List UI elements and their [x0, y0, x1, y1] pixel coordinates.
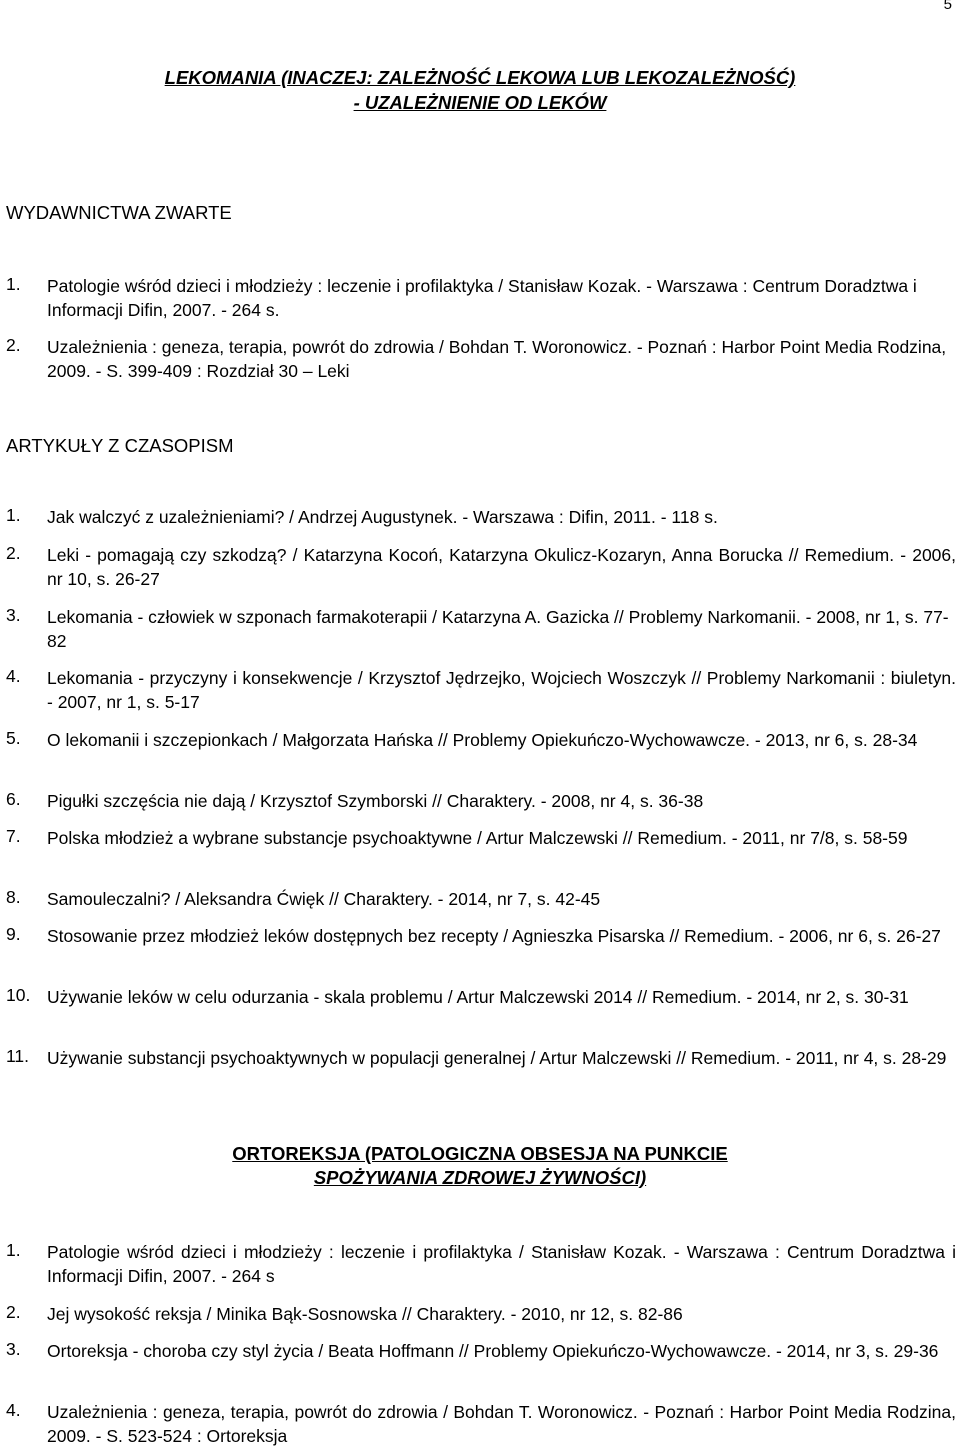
item-text: Jak walczyć z uzależnieniami? / Andrzej Augustynek. - Warszawa : Difin, 2011. - 118 s. — [47, 507, 718, 527]
item-text: Ortoreksja - choroba czy styl życia / Beata Hoffmann // Problemy Opiekuńczo-Wychowawcze. - 2014, nr 3, s. 29-36 — [47, 1341, 939, 1361]
item-text: Polska młodzież a wybrane substancje psychoaktywne / Artur Malczewski // Remedium. - 2011, nr 7/8, s. 58-59 — [47, 828, 908, 848]
document-title — [0, 65, 960, 115]
title-line-2: - UZALEŻNIENIE OD LEKÓW — [353, 92, 607, 113]
article-item — [6, 924, 956, 948]
item-number: 1. — [6, 505, 21, 525]
item-text: Używanie substancji psychoaktywnych w populacji generalnej / Artur Malczewski // Remedium. - 2011, nr 4, s. 28-29 — [47, 1048, 947, 1068]
item-number: 5. — [6, 728, 21, 748]
article-item — [6, 985, 956, 1009]
item-text: Stosowanie przez młodzież leków dostępnych bez recepty / Agnieszka Pisarska // Remedium. - 2006, nr 6, s. 26-27 — [47, 926, 941, 946]
article-item — [6, 505, 956, 529]
item-text: O lekomanii i szczepionkach / Małgorzata Hańska // Problemy Opiekuńczo-Wychowawcze. - 2013, nr 6, s. 28-34 — [47, 730, 918, 750]
article-item — [6, 887, 956, 911]
section-heading-articles: ARTYKUŁY Z CZASOPISM — [6, 435, 234, 456]
item-text: Uzależnienia : geneza, terapia, powrót do zdrowia / Bohdan T. Woronowicz. - Poznań : Harbor Point Media Rodzina, 2009. - S. 399-409 : Rozdział 30 – Leki — [47, 337, 947, 381]
item-text: Patologie wśród dzieci i młodzieży : leczenie i profilaktyka / Stanisław Kozak. - Warszawa : Centrum Doradztwa i Informacji Difin, 2007. - 264 s. — [47, 276, 917, 320]
article-item — [6, 1046, 956, 1070]
ortho-item — [6, 1400, 956, 1448]
item-number: 2. — [6, 335, 21, 355]
item-number: 4. — [6, 1400, 21, 1420]
article-item — [6, 826, 956, 850]
item-number: 2. — [6, 1302, 21, 1322]
item-number: 1. — [6, 274, 21, 294]
item-text: Patologie wśród dzieci i młodzieży : leczenie i profilaktyka / Stanisław Kozak. - Warszawa : Centrum Doradztwa i Informacji Difin, 2007. - 264 s — [47, 1242, 956, 1286]
item-number: 4. — [6, 666, 21, 686]
article-item — [6, 666, 956, 714]
title-line-1: LEKOMANIA (INACZEJ: ZALEŻNOŚĆ LEKOWA LUB LEKOZALEŻNOŚĆ) — [164, 67, 796, 88]
ortho-item — [6, 1302, 956, 1326]
item-number: 2. — [6, 543, 21, 563]
section-title-ortoreksja — [0, 1142, 960, 1190]
article-item — [6, 789, 956, 813]
section-heading-books: WYDAWNICTWA ZWARTE — [6, 202, 232, 223]
item-text: Uzależnienia : geneza, terapia, powrót do zdrowia / Bohdan T. Woronowicz. - Poznań : Harbor Point Media Rodzina, 2009. - S. 523-524 : Ortoreksja — [47, 1402, 956, 1446]
item-number: 9. — [6, 924, 21, 944]
item-number: 1. — [6, 1240, 21, 1260]
item-text: Lekomania - człowiek w szponach farmakoterapii / Katarzyna A. Gazicka // Problemy Narkomanii. - 2008, nr 1, s. 77-82 — [47, 607, 949, 651]
article-item — [6, 543, 956, 591]
item-text: Leki - pomagają czy szkodzą? / Katarzyna Kocoń, Katarzyna Okulicz-Kozaryn, Anna Borucka // Remedium. - 2006, nr 10, s. 26-27 — [47, 545, 956, 589]
page-number: 5 — [943, 0, 952, 13]
ortho-item — [6, 1240, 956, 1288]
item-number: 11. — [6, 1046, 30, 1066]
book-item — [6, 274, 956, 322]
item-number: 8. — [6, 887, 21, 907]
item-text: Jej wysokość reksja / Minika Bąk-Sosnowska // Charaktery. - 2010, nr 12, s. 82-86 — [47, 1304, 683, 1324]
item-number: 3. — [6, 1339, 21, 1359]
item-number: 6. — [6, 789, 21, 809]
item-number: 3. — [6, 605, 21, 625]
ortho-title-line-2: SPOŻYWANIA ZDROWEJ ŻYWNOŚCI) — [313, 1167, 647, 1188]
article-item — [6, 728, 956, 752]
ortho-title-line-1: ORTOREKSJA (PATOLOGICZNA OBSESJA NA PUNKCIE — [232, 1143, 728, 1164]
article-item — [6, 605, 956, 653]
item-text: Samouleczalni? / Aleksandra Ćwięk // Charaktery. - 2014, nr 7, s. 42-45 — [47, 889, 601, 909]
book-item — [6, 335, 956, 383]
item-number: 10. — [6, 985, 31, 1005]
item-number: 7. — [6, 826, 21, 846]
item-text: Pigułki szczęścia nie dają / Krzysztof Szymborski // Charaktery. - 2008, nr 4, s. 36-38 — [47, 791, 704, 811]
item-text: Używanie leków w celu odurzania - skala problemu / Artur Malczewski 2014 // Remedium. - 2014, nr 2, s. 30-31 — [47, 987, 909, 1007]
item-text: Lekomania - przyczyny i konsekwencje / Krzysztof Jędrzejko, Wojciech Woszczyk // Problemy Narkomanii : biuletyn. - 2007, nr 1, s. 5-17 — [47, 668, 956, 712]
ortho-item — [6, 1339, 956, 1363]
